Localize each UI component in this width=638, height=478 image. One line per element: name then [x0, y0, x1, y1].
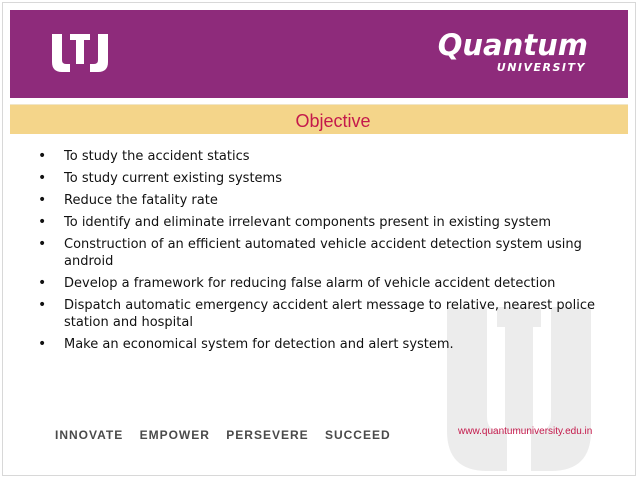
title-bar [10, 104, 628, 134]
objective-list [38, 148, 598, 358]
motto-empower: EMPOWER [139, 428, 210, 442]
brand-logo [438, 28, 588, 74]
list-item: • Develop a framework for reducing false alarm of vehicle accident detection [38, 275, 598, 292]
list-item: • Reduce the fatality rate [38, 192, 598, 209]
slide-title: Objective [295, 111, 371, 131]
list-item: • Construction of an efficient automated vehicle accident detection system using android [38, 236, 598, 270]
motto-succeed: SUCCEED [324, 428, 391, 442]
list-item: • To study current existing systems [38, 170, 598, 187]
brand-subtitle: UNIVERSITY [496, 61, 586, 74]
list-item: • Make an economical system for detection and alert system. [38, 336, 598, 353]
footer-mottos [55, 428, 403, 442]
header-band [10, 10, 628, 98]
motto-persevere: PERSEVERE [226, 428, 309, 442]
brand-name: Quantum [437, 28, 588, 62]
list-item: • To study the accident statics [38, 148, 598, 165]
motto-innovate: INNOVATE [55, 428, 124, 442]
university-emblem-icon [50, 34, 110, 72]
list-item: • Dispatch automatic emergency accident alert message to relative, nearest police station and hospital [38, 297, 598, 331]
footer-url[interactable]: www.quantumuniversity.edu.in [458, 426, 593, 437]
list-item: • To identify and eliminate irrelevant components present in existing system [38, 214, 598, 231]
